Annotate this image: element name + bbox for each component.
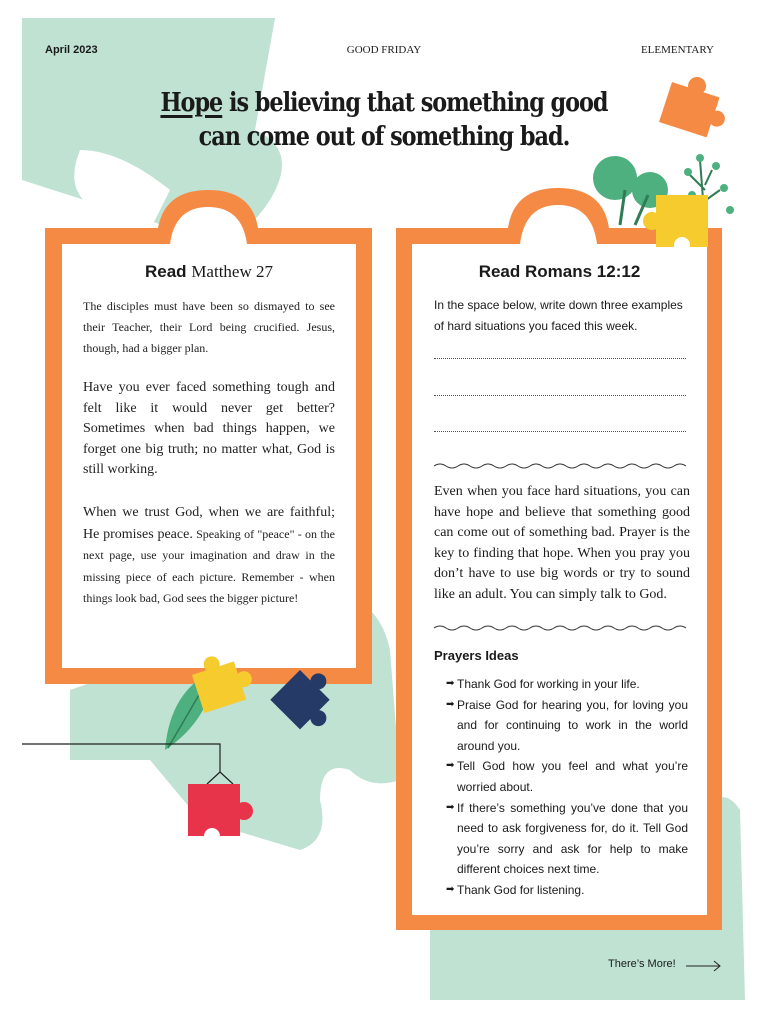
left-card-title-read: Read — [145, 262, 187, 281]
headline-line2: can come out of something bad. — [198, 122, 570, 152]
left-paragraph-2: Have you ever faced something tough and felt like it would never get better? Sometimes when bad things happen, we forget one big truth; no matter what, God is still working. — [83, 380, 335, 477]
list-item: ➡ Praise God for hearing you, for loving you and for continuing to work in the world around you. — [446, 695, 688, 757]
arrow-bullet-icon: ➡ — [446, 698, 455, 710]
right-paragraph: Even when you face hard situations, you can have hope and believe that something good can come out of something bad. Prayer is the key to finding that hope. When you pray you don’t have to use big words or try to sound like an adult. You can simply talk to God. — [434, 484, 690, 602]
left-paragraph-3 — [83, 503, 335, 610]
left-paragraph-3-large: When we trust God, when we are faithful; He promises peace. — [83, 505, 335, 542]
section-title: GOOD FRIDAY — [346, 44, 422, 56]
prayer-list — [446, 674, 688, 901]
next-page-link[interactable]: There’s More! — [608, 958, 676, 970]
list-item: ➡ If there’s something you’ve done that you need to ask forgiveness for, do it. Tell God you’re sorry and ask for help to make different choices next time. — [446, 798, 688, 880]
issue-date: April 2023 — [45, 44, 98, 56]
arrow-bullet-icon: ➡ — [446, 760, 455, 772]
left-paragraph-3-small: Speaking of "peace" - on the next page, use your imagination and draw in the missing piece of each picture. Remember - when things look bad, God sees the bigger picture! — [83, 526, 335, 605]
writing-line-1[interactable] — [434, 358, 686, 359]
headline-hope: Hope — [160, 88, 223, 118]
prayers-title: Prayers Ideas — [434, 648, 519, 663]
headline-line1: is believing that something good — [222, 88, 608, 118]
left-card-title-ref: Matthew 27 — [191, 262, 273, 281]
arrow-bullet-icon: ➡ — [446, 883, 455, 895]
page-headline — [54, 86, 714, 154]
arrow-bullet-icon: ➡ — [446, 801, 455, 813]
right-intro-text: In the space below, write down three examples of hard situations you faced this week. — [434, 298, 683, 333]
writing-line-2[interactable] — [434, 395, 686, 396]
left-card-title — [62, 262, 356, 282]
list-item: ➡ Thank God for working in your life. — [446, 674, 688, 695]
age-group-label: ELEMENTARY — [640, 44, 714, 56]
writing-line-3[interactable] — [434, 431, 686, 432]
list-item: ➡ Tell God how you feel and what you’re worried about. — [446, 756, 688, 797]
list-item: ➡ Thank God for listening. — [446, 880, 688, 901]
arrow-bullet-icon: ➡ — [446, 678, 455, 689]
left-paragraph-1: The disciples must have been so dismayed to see their Teacher, their Lord being crucified. Jesus, though, had a bigger plan. — [83, 299, 335, 355]
right-card-title: Read Romans 12:12 — [478, 262, 641, 281]
